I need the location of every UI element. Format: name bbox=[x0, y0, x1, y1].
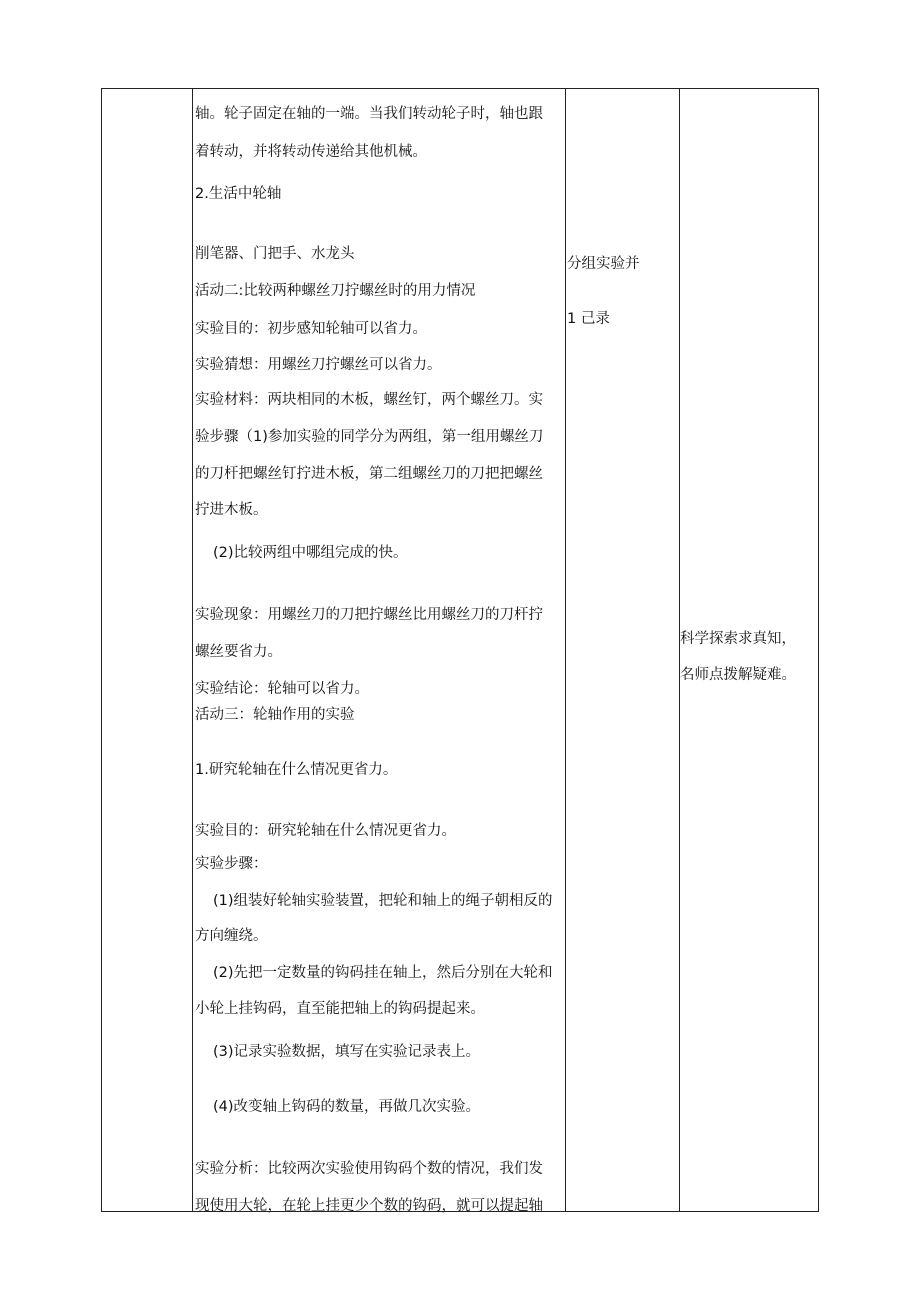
content-line: 实验步骤： bbox=[195, 856, 268, 872]
content-line: 实验结论：轮轴可以省力。 bbox=[195, 681, 369, 697]
content-line: (3)记录实验数据，填写在实验记录表上。 bbox=[213, 1044, 481, 1060]
column-divider-3 bbox=[679, 89, 680, 1211]
content-line: (1)组装好轮轴实验装置，把轮和轴上的绳子朝相反的 bbox=[213, 893, 553, 909]
content-line: 螺丝要省力。 bbox=[195, 644, 282, 660]
content-line: (2)先把一定数量的钩码挂在轴上，然后分别在大轮和 bbox=[213, 965, 553, 981]
content-line: 削笔器、门把手、水龙头 bbox=[195, 246, 355, 262]
student-activity-line: 分组实验并 bbox=[567, 256, 640, 272]
content-line: 实验猜想：用螺丝刀拧螺丝可以省力。 bbox=[195, 357, 442, 373]
content-line: 拧进木板。 bbox=[195, 502, 268, 518]
content-line: 验步骤（1)参加实验的同学分为两组，第一组用螺丝刀 bbox=[195, 429, 544, 445]
content-line: 现使用大轮，在轮上挂更少个数的钩码，就可以提起轴 bbox=[195, 1198, 543, 1214]
content-line: (2)比较两组中哪组完成的快。 bbox=[213, 545, 408, 561]
content-line: 着转动，并将转动传递给其他机械。 bbox=[195, 144, 427, 160]
content-line: 的刀杆把螺丝钉拧进木板，第二组螺丝刀的刀把把螺丝 bbox=[195, 466, 543, 482]
content-line: 方向缠绕。 bbox=[195, 928, 268, 944]
content-line: 活动二:比较两种螺丝刀拧螺丝时的用力情况 bbox=[195, 283, 476, 299]
content-line: 实验目的：初步感知轮轴可以省力。 bbox=[195, 321, 427, 337]
design-intent-line: 名师点拨解疑难。 bbox=[680, 667, 796, 683]
content-line: 活动三：轮轴作用的实验 bbox=[195, 707, 355, 723]
content-line: 小轮上挂钩码，直至能把轴上的钩码提起来。 bbox=[195, 1001, 485, 1017]
content-line: 实验目的：研究轮轴在什么情况更省力。 bbox=[195, 823, 456, 839]
design-intent-line: 科学探索求真知， bbox=[680, 631, 796, 647]
content-line: (4)改变轴上钩码的数量，再做几次实验。 bbox=[213, 1099, 481, 1115]
content-line: 轴。轮子固定在轴的一端。当我们转动轮子时，轴也跟 bbox=[195, 106, 543, 122]
content-line: 实验材料：两块相同的木板，螺丝钉，两个螺丝刀。实 bbox=[195, 392, 543, 408]
content-line: 实验分析：比较两次实验使用钩码个数的情况，我们发 bbox=[195, 1161, 543, 1177]
student-activity-line: 1 己录 bbox=[567, 311, 610, 327]
content-line: 1.研究轮轴在什么情况更省力。 bbox=[195, 762, 398, 778]
content-line: 2.生活中轮轴 bbox=[195, 186, 282, 202]
column-divider-1 bbox=[192, 89, 193, 1211]
content-line: 实验现象：用螺丝刀的刀把拧螺丝比用螺丝刀的刀杆拧 bbox=[195, 607, 543, 623]
lesson-table bbox=[101, 88, 819, 1212]
column-divider-2 bbox=[565, 89, 566, 1211]
